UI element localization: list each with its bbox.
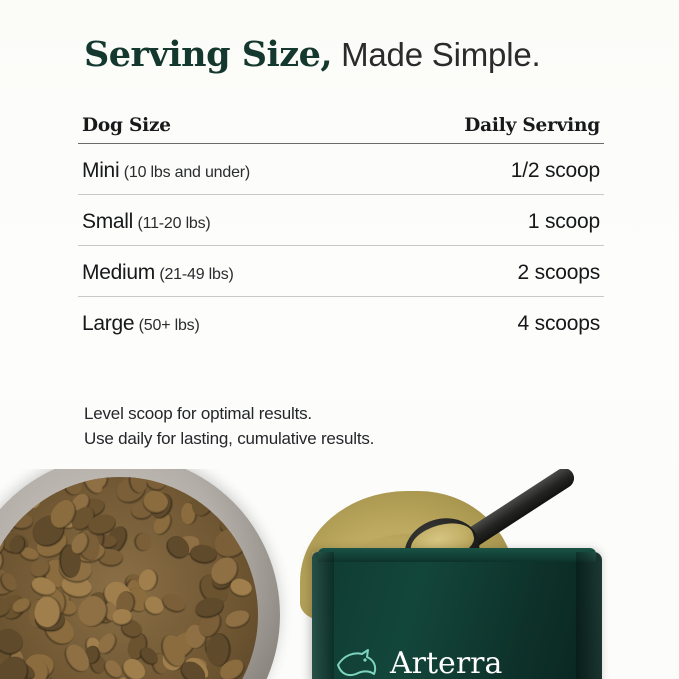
dog-size-cell <box>82 312 200 336</box>
kibble-piece <box>0 625 27 658</box>
page-title-subtext: Made Simple. <box>332 36 541 73</box>
dog-size-range: (50+ lbs) <box>138 317 200 334</box>
daily-serving-cell: 1 scoop <box>527 210 600 233</box>
table-row <box>78 195 604 246</box>
table-row <box>78 297 604 347</box>
usage-notes <box>84 402 374 451</box>
daily-serving-cell: 4 scoops <box>517 312 600 335</box>
kibble-piece <box>10 513 32 528</box>
dog-size-range: (10 lbs and under) <box>123 164 251 181</box>
kibble-piece <box>223 607 252 630</box>
dog-logo-icon <box>334 647 380 679</box>
bowl-interior <box>0 477 258 679</box>
dog-size-cell <box>82 261 234 285</box>
product-pouch <box>312 552 602 679</box>
kibble-piece <box>160 591 188 615</box>
usage-note-line: Use daily for lasting, cumulative results. <box>84 428 375 448</box>
pouch-right-seam <box>576 552 602 679</box>
dog-size-range: (11-20 lbs) <box>137 215 211 232</box>
pouch-left-seam <box>312 552 334 679</box>
column-header-daily-serving: Daily Serving <box>464 115 600 136</box>
kibble-piece <box>133 532 152 552</box>
table-row <box>78 144 604 195</box>
daily-serving-cell: 1/2 scoop <box>510 159 600 182</box>
product-photo <box>0 469 679 679</box>
brand-lockup <box>334 646 502 679</box>
page-title-emphasis: Serving Size, <box>84 34 333 75</box>
dog-food-bowl <box>0 469 280 679</box>
pouch-top-seal <box>318 548 596 562</box>
serving-size-table <box>78 115 604 347</box>
column-header-dog-size: Dog Size <box>82 115 171 136</box>
dog-size-name: Small <box>82 210 134 233</box>
brand-name: Arterra <box>390 646 503 679</box>
dog-size-cell <box>82 210 211 234</box>
dog-size-name: Medium <box>82 261 155 284</box>
dog-size-range: (21-49 lbs) <box>159 266 234 283</box>
dog-size-name: Large <box>82 312 135 335</box>
table-row <box>78 246 604 297</box>
usage-note-line: Level scoop for optimal results. <box>84 404 312 423</box>
kibble-piece <box>193 595 226 621</box>
dog-size-cell <box>82 159 250 183</box>
table-header-row <box>78 115 604 144</box>
daily-serving-cell: 2 scoops <box>517 261 600 284</box>
page-title <box>84 34 540 75</box>
dog-size-name: Mini <box>82 159 120 182</box>
